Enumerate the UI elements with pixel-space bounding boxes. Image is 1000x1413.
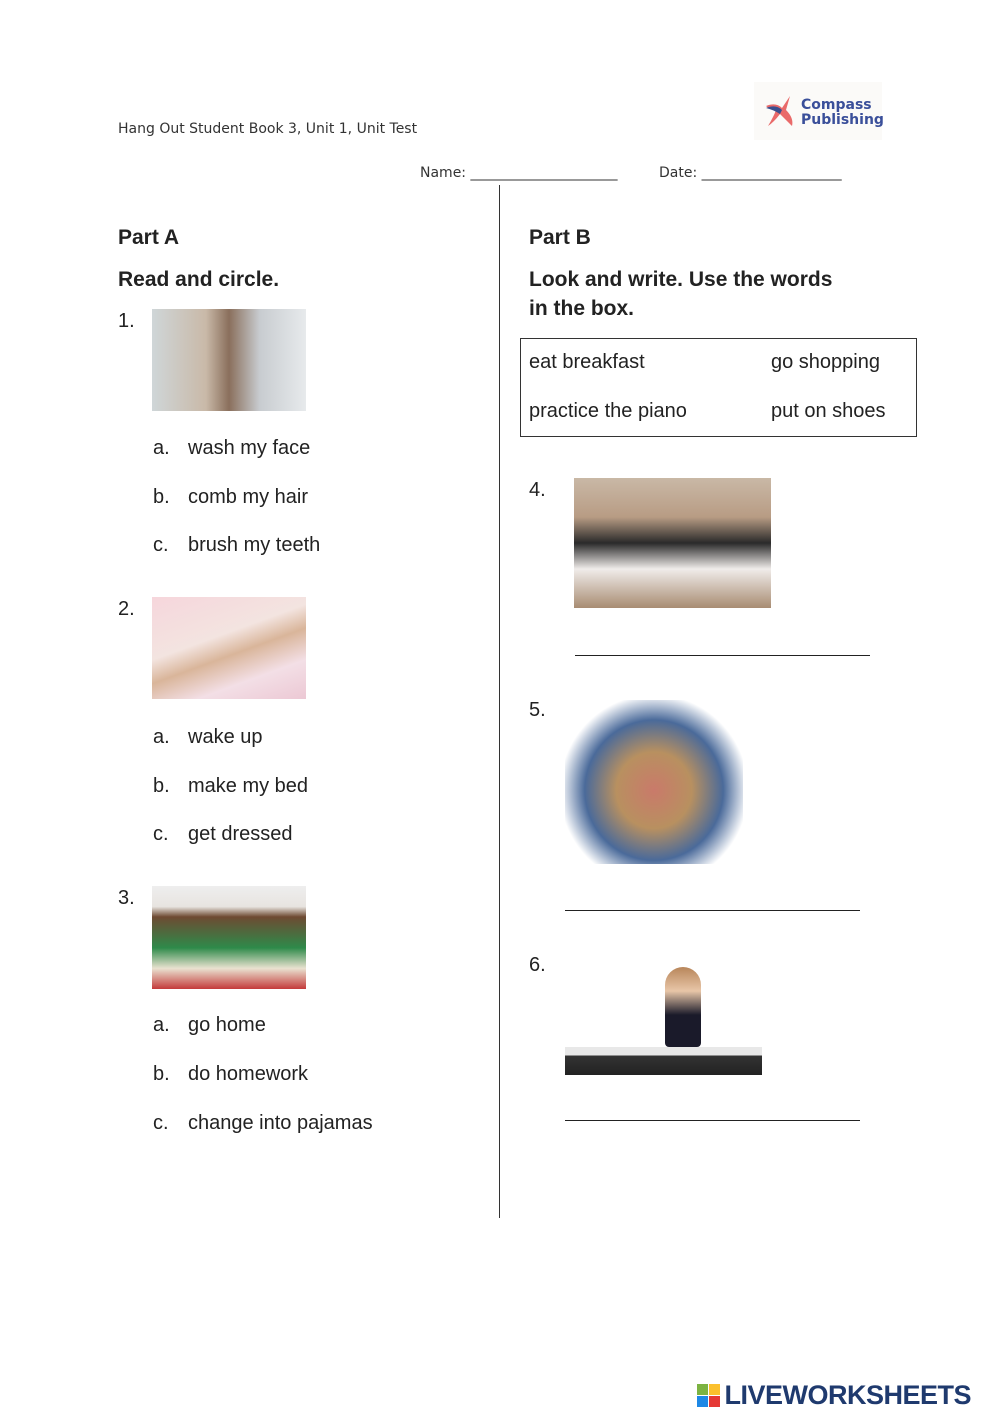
- question-number: 4.: [529, 479, 546, 501]
- compass-publishing-logo: Compass Publishing: [754, 82, 882, 140]
- option-text[interactable]: change into pajamas: [188, 1112, 373, 1134]
- liveworksheets-logo: [697, 1380, 971, 1411]
- question-number: 2.: [118, 598, 135, 620]
- compass-star-icon: [762, 92, 802, 132]
- option-letter: b.: [153, 1063, 170, 1085]
- worksheet-title: Hang Out Student Book 3, Unit 1, Unit Test: [118, 121, 418, 137]
- part-a-title: Part A: [118, 226, 180, 249]
- option-letter: c.: [153, 823, 169, 845]
- question-number: 6.: [529, 954, 546, 976]
- girl-brushing-teeth-photo: [152, 309, 306, 411]
- live-blocks-icon: [697, 1384, 720, 1407]
- option-text[interactable]: wash my face: [188, 437, 311, 459]
- answer-line-6[interactable]: [565, 1120, 860, 1121]
- column-divider: [499, 185, 500, 1218]
- date-field[interactable]: Date: ____________________: [659, 165, 842, 181]
- word-box-item: put on shoes: [771, 400, 886, 422]
- option-letter: a.: [153, 726, 170, 748]
- option-letter: a.: [153, 1014, 170, 1036]
- option-text[interactable]: get dressed: [188, 823, 293, 845]
- boy-doing-homework-photo: [152, 886, 306, 989]
- option-text[interactable]: wake up: [188, 726, 263, 748]
- liveworksheets-text: LIVEWORKSHEETS: [724, 1380, 971, 1410]
- question-number: 1.: [118, 310, 135, 332]
- option-letter: b.: [153, 486, 170, 508]
- question-number: 5.: [529, 699, 546, 721]
- part-b-instruction: in the box.: [529, 297, 634, 320]
- option-text[interactable]: comb my hair: [188, 486, 309, 508]
- option-letter: b.: [153, 775, 170, 797]
- option-letter: c.: [153, 1112, 169, 1134]
- option-text[interactable]: brush my teeth: [188, 534, 321, 556]
- option-text[interactable]: go home: [188, 1014, 266, 1036]
- name-field[interactable]: Name: _____________________: [420, 165, 618, 181]
- option-letter: c.: [153, 534, 169, 556]
- word-box-item: go shopping: [771, 351, 880, 373]
- answer-line-4[interactable]: [575, 655, 870, 656]
- word-box-item: eat breakfast: [529, 351, 645, 373]
- option-letter: a.: [153, 437, 170, 459]
- option-text[interactable]: make my bed: [188, 775, 309, 797]
- part-b-title: Part B: [529, 226, 591, 249]
- part-b-instruction: Look and write. Use the words: [529, 268, 833, 291]
- option-text[interactable]: do homework: [188, 1063, 309, 1085]
- answer-line-5[interactable]: [565, 910, 860, 911]
- putting-on-shoes-photo: [574, 478, 771, 608]
- girl-in-bed-photo: [152, 597, 306, 699]
- word-box-item: practice the piano: [529, 400, 687, 422]
- girl-playing-piano-photo: [565, 965, 762, 1075]
- part-a-instruction: Read and circle.: [118, 268, 280, 291]
- family-shopping-photo: [565, 700, 743, 864]
- question-number: 3.: [118, 887, 135, 909]
